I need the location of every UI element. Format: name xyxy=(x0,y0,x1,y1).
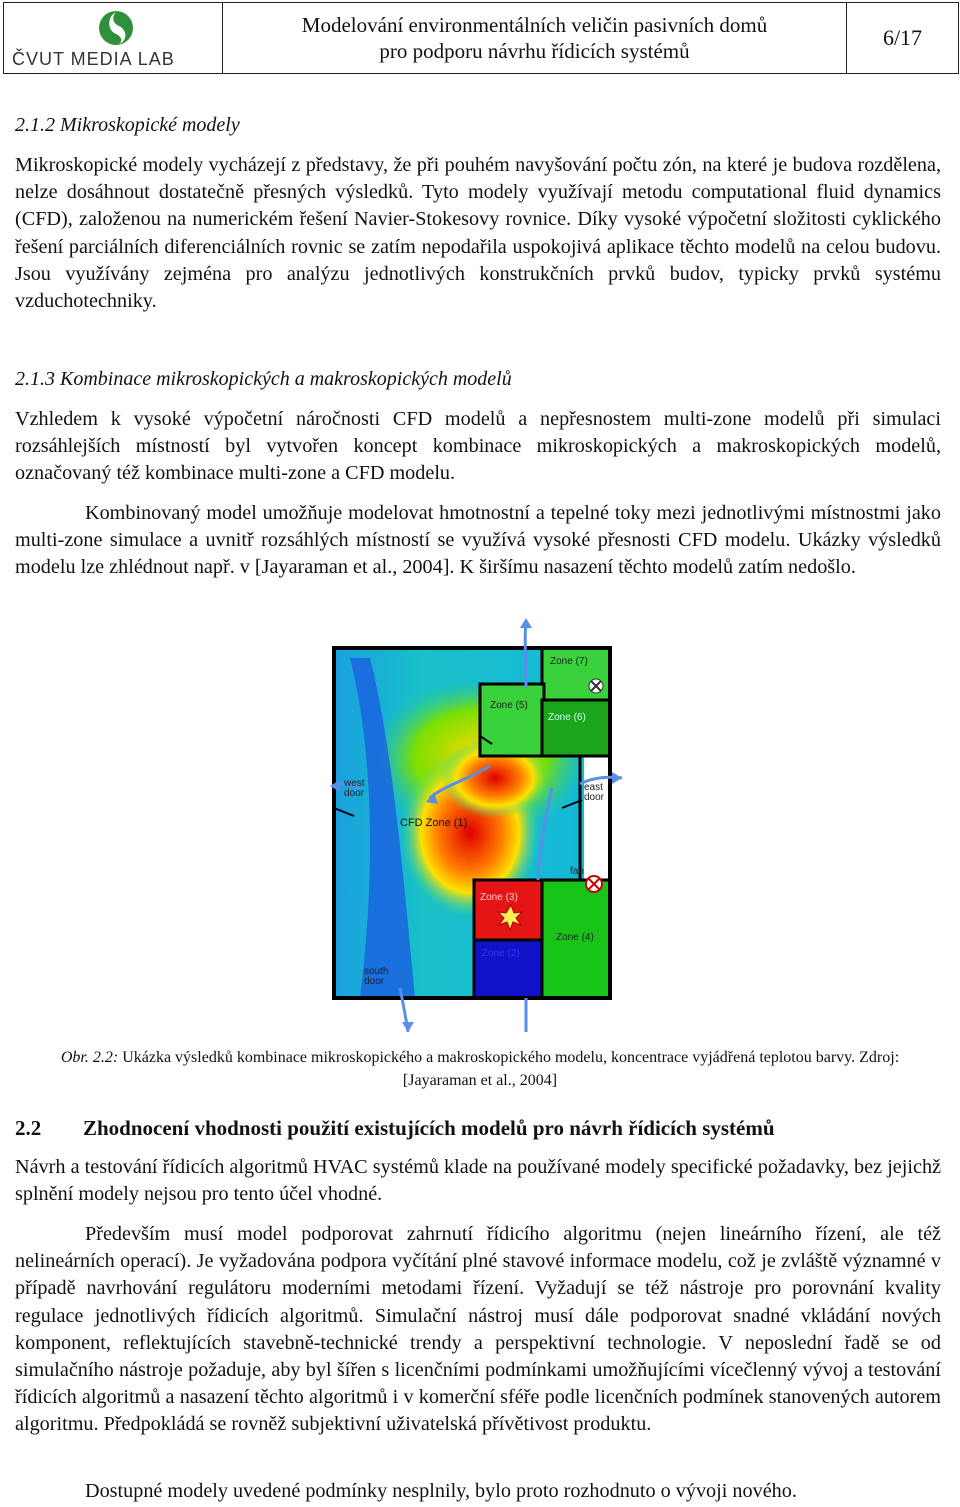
label-zone-6: Zone (6) xyxy=(548,712,586,723)
label-south-door-line1: south xyxy=(364,966,389,977)
label-south-door-line2: door xyxy=(364,976,385,987)
label-west-door-line1: west xyxy=(344,778,365,789)
label-zone-2: Zone (2) xyxy=(482,948,520,959)
fan-icon xyxy=(586,876,602,892)
document-title xyxy=(223,3,847,73)
section-2-2-paragraph-1: Návrh a testování řídicích algoritmů HVAC systémů klade na používané modely specifické požadavky, bez jejichž splnění modely nejsou pro tento účel vhodné. xyxy=(15,1156,941,1206)
label-zone-4: Zone (4) xyxy=(556,932,594,943)
label-zone-7: Zone (7) xyxy=(550,656,588,667)
page-number: 6/17 xyxy=(882,25,923,50)
section-title: Zhodnocení vhodnosti použití existujících modelů pro návrh řídicích systémů xyxy=(83,1116,775,1140)
section-2-2-paragraph-3: Dostupné modely uvedené podmínky nesplnily, bylo proto rozhodnuto o vývoji nového. xyxy=(85,1480,797,1502)
section-2-1-3-paragraph-2: Kombinovaný model umožňuje modelovat hmotnostní a tepelné toky mezi jednotlivými místnostmi jako multi-zone simulace a uvnitř rozsáhlých místností se využívá vysoké přesnosti CFD modelu. Ukázky výsledků modelu lze zhlédnout např. v [Jayaraman et al., 2004]. K širšímu nasazení těchto modelů zatím nedošlo. xyxy=(15,502,941,579)
title-line-2: pro podporu návrhu řídicích systémů xyxy=(379,39,690,63)
figure-caption xyxy=(30,1046,930,1092)
label-zone-3: Zone (3) xyxy=(480,892,518,903)
label-cfd-zone: CFD Zone (1) xyxy=(400,817,468,829)
label-zone-5: Zone (5) xyxy=(490,700,528,711)
figure-caption-text: Ukázka výsledků kombinace mikroskopického a makroskopického modelu, koncentrace vyjádřená teplotou barvy. Zdroj: [Jayaraman et al., 2004] xyxy=(122,1049,900,1089)
label-east-door-line1: east xyxy=(584,782,603,793)
section-number: 2.2 xyxy=(15,1116,42,1140)
figure-caption-label: Obr. 2.2: xyxy=(60,1049,119,1066)
section-heading-2-2 xyxy=(15,1116,775,1141)
label-west-door-line2: door xyxy=(344,788,365,799)
section-2-2-paragraph-2: Především musí model podporovat zahrnutí řídicího algoritmu (nejen lineárního řízení, ale též nelineárních operací). Je vyžadována podpora vyčítání plné stavové informace modelu, což je zvláště významné v případě navrhování regulátoru moderními metodami řízení. Vyžadují se též nástroje pro porovnání kvality regulace jednotlivých řídicích algoritmů. Simulační nástroj musí dále podporovat snadné vkládání nových komponent, reflektujících stavebně-technické trendy a perspektivní technologie. V neposlední řadě se od simulačního nástroje požaduje, aby byl šířen s licenčními podmínkami umožňujícími vícečlenný vývoj a testování řídicích algoritmů a nasazení těchto algoritmů i v komerční sféře podle licenčních podmínek stanovených autorem algoritmu. Předpokládá se rovněž subjektivní uživatelská přívětivost produktu. xyxy=(15,1223,941,1436)
cvut-media-lab-logo-icon xyxy=(96,8,136,48)
zone-6-room xyxy=(542,700,610,756)
page-header xyxy=(3,2,959,74)
label-east-door-line2: door xyxy=(584,792,605,803)
zone-5-room xyxy=(480,684,544,756)
section-2-1-2-paragraph: Mikroskopické modely vycházejí z představy, že při pouhém navyšování počtu zón, na které je budova rozdělena, nelze dosáhnout dostatečně přesných výsledků. Tyto modely využívají metodu computational fluid dynamics (CFD), založenou na numerickém řešení Navier-Stokesovy rovnice. Díky vysoké výpočetní složitosti cyklického řešení parciálních diferenciálních rovnic se zatím nepodařila uspokojivá aplikace těchto modelů na celou budovu. Jsou využívány zejména pro analýzu jednotlivých konstrukčních prvků budov, typicky prvků systému vzduchotechniky. xyxy=(15,154,941,313)
section-2-1-3-paragraph-1: Vzhledem k vysoké výpočetní náročnosti CFD modelů a nepřesnostem multi-zone modelů při simulaci rozsáhlejších místností byl vytvořen koncept kombinace mikroskopických a makroskopických modelů, označovaný též kombinace multi-zone a CFD modelu. xyxy=(15,408,941,485)
fan-icon xyxy=(589,679,603,693)
logo-text: ČVUT MEDIA LAB xyxy=(12,49,175,69)
label-fan: fan xyxy=(570,866,584,877)
logo-cell xyxy=(4,3,223,73)
section-heading-2-1-3: 2.1.3 Kombinace mikroskopických a makroskopických modelů xyxy=(15,368,512,390)
section-heading-2-1-2: 2.1.2 Mikroskopické modely xyxy=(15,114,240,136)
title-line-1: Modelování environmentálních veličin pasivních domů xyxy=(301,13,768,37)
cfd-multizone-figure xyxy=(330,618,622,1034)
